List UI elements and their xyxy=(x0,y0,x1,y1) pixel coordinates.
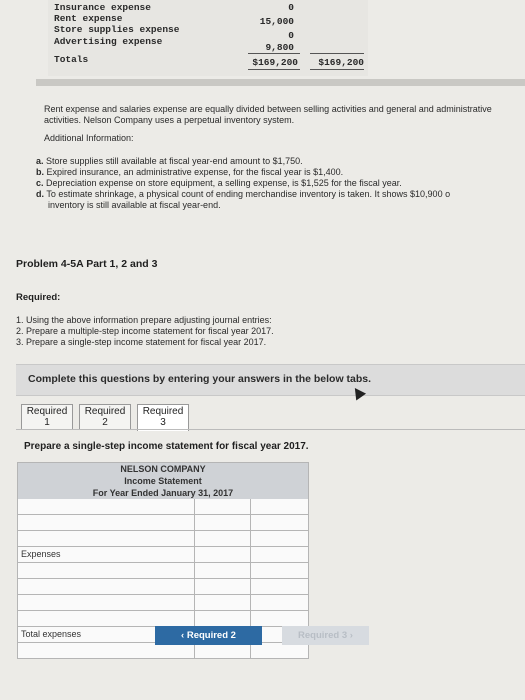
instructions-text: Complete this questions by entering your answers in the below tabs. xyxy=(28,373,372,385)
note-a-letter: a. xyxy=(36,156,44,166)
requirement-3: 3. Prepare a single-step income statement for fiscal year 2017. xyxy=(16,337,267,347)
tab-required-2-line1: Required xyxy=(84,406,126,417)
table-row xyxy=(17,515,309,531)
total-expenses-label: Total expenses xyxy=(21,629,82,639)
note-b xyxy=(36,167,343,178)
statement-company: NELSON COMPANY xyxy=(17,462,309,475)
row6-total-cell[interactable] xyxy=(251,579,308,594)
row2-label-cell[interactable] xyxy=(18,515,195,530)
row10-amount-cell[interactable] xyxy=(195,643,251,658)
table-row xyxy=(17,643,309,659)
row5-total-cell[interactable] xyxy=(251,563,308,578)
row6-label-cell[interactable] xyxy=(18,579,195,594)
expenses-label: Expenses xyxy=(21,549,61,559)
tb-label-insurance: Insurance expense xyxy=(54,2,151,13)
tb-total-debit: $169,200 xyxy=(252,57,298,68)
tb-rule-debit xyxy=(248,53,300,54)
row7-amount-cell[interactable] xyxy=(195,595,251,610)
note-c-letter: c. xyxy=(36,178,44,188)
tab-required-1-line1: Required xyxy=(26,406,68,417)
section-divider xyxy=(36,79,525,86)
instructions-banner xyxy=(16,364,525,396)
row7-total-cell[interactable] xyxy=(251,595,308,610)
tab-required-3-line2: 3 xyxy=(160,417,166,428)
tab-required-3[interactable] xyxy=(137,404,189,431)
tab-required-2[interactable] xyxy=(79,404,131,430)
tab-required-2-line2: 2 xyxy=(102,417,108,428)
expenses-total-cell[interactable] xyxy=(251,547,308,562)
prev-required-2-button[interactable] xyxy=(155,626,262,645)
row8-amount-cell[interactable] xyxy=(195,611,251,626)
row1-label-cell[interactable] xyxy=(18,499,195,514)
table-row xyxy=(17,531,309,547)
income-statement-prompt: Prepare a single-step income statement for fiscal year 2017. xyxy=(24,441,309,452)
tb-value-rent: 15,000 xyxy=(259,16,294,27)
note-a xyxy=(36,156,303,167)
row10-total-cell[interactable] xyxy=(251,643,308,658)
tb-label-rent: Rent expense xyxy=(54,13,123,24)
problem-title: Problem 4-5A Part 1, 2 and 3 xyxy=(16,258,158,270)
tb-rule-credit xyxy=(310,53,364,54)
expenses-label-cell xyxy=(18,547,195,562)
row8-label-cell[interactable] xyxy=(18,611,195,626)
tb-value-advertising: 9,800 xyxy=(265,42,294,53)
row7-label-cell[interactable] xyxy=(18,595,195,610)
chevron-right-icon: › xyxy=(349,630,353,641)
tb-label-totals: Totals xyxy=(54,54,89,65)
expense-split-note: Rent expense and salaries expense are equally divided between selling activities and general and administrative activities. Nelson Company uses a perpetual inventory system. xyxy=(44,104,492,125)
row3-total-cell[interactable] xyxy=(251,531,308,546)
note-b-text: Expired insurance, an administrative expense, for the fiscal year is $1,400. xyxy=(46,167,344,177)
tb-label-advertising: Advertising expense xyxy=(54,36,163,47)
note-d-letter: d. xyxy=(36,189,44,199)
trial-balance-snippet xyxy=(48,0,368,76)
required-label: Required: xyxy=(16,292,61,303)
requirement-1: 1. Using the above information prepare adjusting journal entries: xyxy=(16,315,272,325)
tb-label-store-supplies: Store supplies expense xyxy=(54,24,180,35)
tb-value-insurance: 0 xyxy=(288,2,294,13)
row5-amount-cell[interactable] xyxy=(195,563,251,578)
note-c-text: Depreciation expense on store equipment, a selling expense, is $1,525 for the fiscal year. xyxy=(46,178,402,188)
next-required-3-button[interactable] xyxy=(282,626,369,645)
chevron-left-icon: ‹ xyxy=(181,630,185,641)
note-c xyxy=(36,178,402,189)
row5-label-cell[interactable] xyxy=(18,563,195,578)
note-a-text: Store supplies still available at fiscal year-end amount to $1,750. xyxy=(46,156,303,166)
row3-amount-cell[interactable] xyxy=(195,531,251,546)
requirement-2: 2. Prepare a multiple-step income statement for fiscal year 2017. xyxy=(16,326,274,336)
note-d-text: To estimate shrinkage, a physical count of ending merchandise inventory is taken. It shows $10,900 o xyxy=(46,189,451,199)
table-row xyxy=(17,611,309,627)
row8-total-cell[interactable] xyxy=(251,611,308,626)
additional-info-heading: Additional Information: xyxy=(44,133,134,143)
tb-double-rule-debit xyxy=(248,69,300,70)
row2-total-cell[interactable] xyxy=(251,515,308,530)
tab-required-3-line1: Required xyxy=(142,406,184,417)
tab-required-1-line2: 1 xyxy=(44,417,50,428)
row1-amount-cell[interactable] xyxy=(195,499,251,514)
table-row xyxy=(17,563,309,579)
note-b-letter: b. xyxy=(36,167,44,177)
row2-amount-cell[interactable] xyxy=(195,515,251,530)
tab-required-1[interactable] xyxy=(21,404,73,430)
row3-label-cell[interactable] xyxy=(18,531,195,546)
row10-label-cell[interactable] xyxy=(18,643,195,658)
next-button-label: Required 3 xyxy=(298,630,348,641)
row6-amount-cell[interactable] xyxy=(195,579,251,594)
statement-period: For Year Ended January 31, 2017 xyxy=(17,487,309,499)
tb-total-credit: $169,200 xyxy=(318,57,364,68)
prev-button-label: Required 2 xyxy=(186,630,236,641)
row1-total-cell[interactable] xyxy=(251,499,308,514)
statement-title: Income Statement xyxy=(17,475,309,487)
tab-baseline xyxy=(16,429,525,430)
tb-value-store-supplies: 0 xyxy=(288,30,294,41)
note-d-continued: inventory is still available at fiscal year-end. xyxy=(48,200,221,210)
expenses-amount-cell[interactable] xyxy=(195,547,251,562)
note-d xyxy=(36,189,525,200)
table-row xyxy=(17,595,309,611)
table-row xyxy=(17,579,309,595)
tb-double-rule-credit xyxy=(310,69,364,70)
table-row-expenses xyxy=(17,547,309,563)
table-row xyxy=(17,499,309,515)
